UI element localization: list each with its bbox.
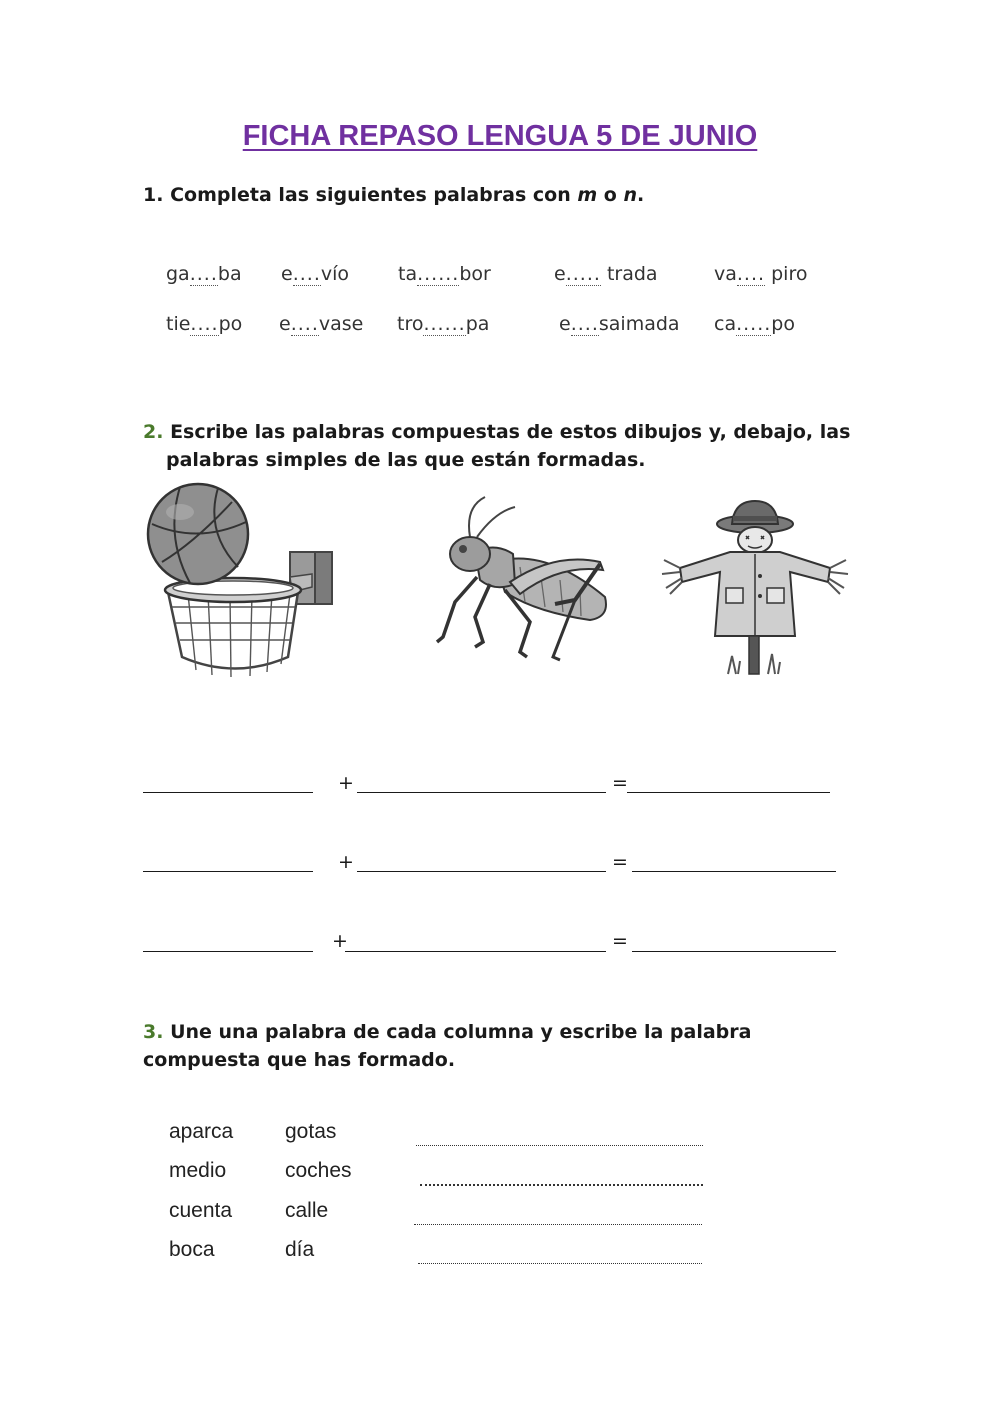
compound-answer-line[interactable] (420, 1184, 703, 1186)
question-2-number: 2. (143, 421, 164, 443)
fill-gap[interactable]: .... (190, 313, 219, 335)
answer-line[interactable] (143, 871, 313, 872)
question-1-number: 1. (143, 184, 164, 206)
page-title: FICHA REPASO LENGUA 5 DE JUNIO (242, 120, 758, 152)
fill-word[interactable]: e..... trada (554, 263, 658, 285)
question-2-line2: palabras simples de las que están formadas. (166, 449, 646, 471)
plus-sign: + (332, 930, 348, 952)
fill-gap[interactable]: ..... (565, 263, 601, 285)
fill-word[interactable]: tie....po (166, 313, 243, 335)
fill-word[interactable]: e....saimada (559, 313, 680, 335)
fill-gap[interactable]: .... (292, 263, 321, 285)
plus-sign: + (338, 851, 354, 873)
grasshopper-image (435, 492, 625, 667)
fill-gap[interactable]: ..... (736, 313, 772, 335)
fill-word[interactable]: e....vase (279, 313, 364, 335)
answer-line[interactable] (627, 792, 830, 793)
question-1-heading (143, 181, 644, 209)
answer-line[interactable] (357, 871, 606, 872)
left-column-word: medio (169, 1159, 227, 1182)
answer-line[interactable] (357, 792, 606, 793)
answer-line[interactable] (345, 951, 606, 952)
fill-word[interactable]: ca.....po (714, 313, 795, 335)
right-column-word: gotas (285, 1120, 337, 1143)
equals-sign: = (612, 772, 628, 794)
left-column-word: cuenta (169, 1199, 233, 1222)
fill-word[interactable]: e....vío (281, 263, 350, 285)
question-1-end: . (637, 184, 645, 206)
question-3-number: 3. (143, 1021, 164, 1043)
equals-sign: = (612, 930, 628, 952)
answer-line[interactable] (632, 871, 836, 872)
scarecrow-image (660, 496, 850, 678)
question-3-line2: compuesta que has formado. (143, 1049, 456, 1071)
left-column-word: boca (169, 1238, 215, 1261)
question-1-text: Completa las siguientes palabras con (170, 184, 578, 206)
letter-n: n (623, 184, 637, 206)
fill-gap[interactable]: .... (570, 313, 599, 335)
answer-line[interactable] (632, 951, 836, 952)
question-2-heading (143, 418, 863, 474)
connector-o: o (597, 184, 624, 206)
fill-word[interactable]: ta......bor (398, 263, 491, 285)
compound-answer-line[interactable] (416, 1145, 703, 1146)
answer-line[interactable] (143, 792, 313, 793)
equals-sign: = (612, 851, 628, 873)
question-2-line1: Escribe las palabras compuestas de estos dibujos y, debajo, las (170, 421, 851, 443)
fill-word[interactable]: tro......pa (397, 313, 490, 335)
left-column-word: aparca (169, 1120, 234, 1143)
question-3-line1: Une una palabra de cada columna y escribe la palabra (170, 1021, 752, 1043)
plus-sign: + (338, 772, 354, 794)
fill-gap[interactable]: ...... (417, 263, 460, 285)
fill-gap[interactable]: ...... (423, 313, 466, 335)
fill-gap[interactable]: .... (189, 263, 218, 285)
fill-word[interactable]: va.... piro (714, 263, 808, 285)
right-column-word: calle (285, 1199, 329, 1222)
right-column-word: día (285, 1238, 315, 1261)
fill-gap[interactable]: .... (736, 263, 766, 285)
answer-line[interactable] (143, 951, 313, 952)
compound-answer-line[interactable] (414, 1224, 702, 1225)
basketball-hoop-image (140, 482, 350, 687)
letter-m: m (577, 184, 598, 206)
compound-answer-line[interactable] (418, 1263, 702, 1264)
fill-word[interactable]: ga....ba (166, 263, 242, 285)
question-3-heading (143, 1018, 863, 1074)
fill-gap[interactable]: .... (290, 313, 319, 335)
right-column-word: coches (285, 1159, 352, 1182)
